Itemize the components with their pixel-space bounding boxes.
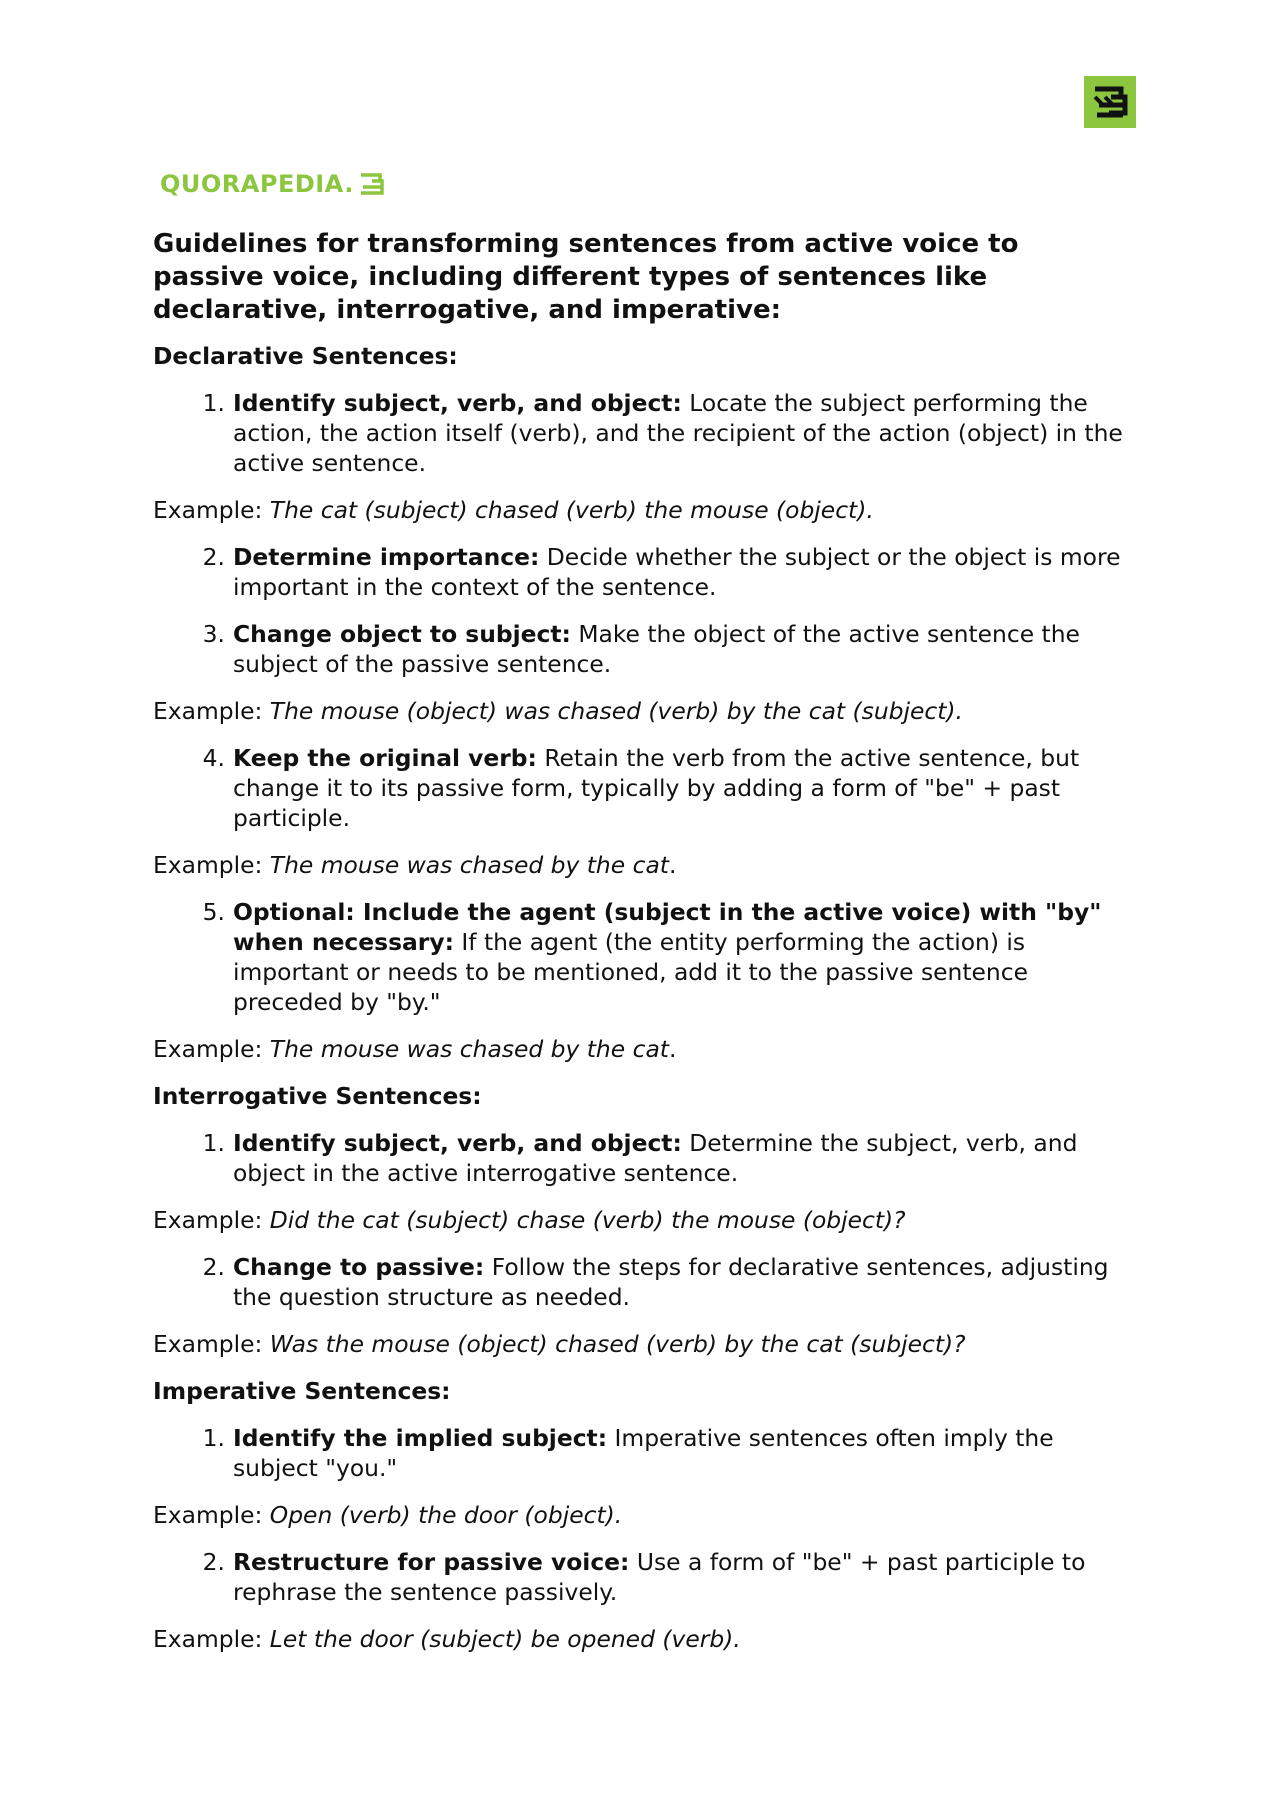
document-body (153, 228, 1138, 1671)
example-text: The mouse was chased by the cat (269, 1035, 669, 1063)
example-tail: . (668, 1035, 677, 1063)
list-item-text: Imperative sentences often imply the subject "you." (233, 1424, 1054, 1482)
list-item-term: Determine importance: (233, 543, 540, 571)
list-item-text: Make the object of the active sentence the subject of the passive sentence. (233, 620, 1080, 678)
list-item (153, 1423, 1138, 1483)
example-label: Example: (153, 1206, 270, 1234)
list-item (153, 1128, 1138, 1188)
example-line (153, 1624, 1138, 1654)
example-text: Was the mouse (object) chased (verb) by the cat (subject)? (269, 1330, 966, 1358)
list-number: 1. (202, 1129, 225, 1157)
list-item-body (233, 619, 1138, 679)
example-label: Example: (153, 496, 270, 524)
sections (153, 341, 1138, 1654)
brand-name: QUORAPEDIA. (160, 170, 354, 198)
example-line (153, 696, 1138, 726)
list-number: 3. (202, 620, 225, 648)
list-item-text: Determine the subject, verb, and object in the active interrogative sentence. (233, 1129, 1078, 1187)
list-number: 1. (202, 1424, 225, 1452)
example-label: Example: (153, 1330, 270, 1358)
list-item (153, 743, 1138, 833)
list-item-term: Change object to subject: (233, 620, 571, 648)
list-item-term: Identify the implied subject: (233, 1424, 608, 1452)
example-text: Did the cat (subject) chase (verb) the mouse (object)? (269, 1206, 906, 1234)
list-item-term: Optional: Include the agent (subject in the active voice) with "by" when necessary: (233, 898, 1102, 956)
list-item-text: If the agent (the entity performing the action) is important or needs to be mentioned, add it to the passive sentence preceded by "by." (233, 928, 1029, 1016)
example-line (153, 1329, 1138, 1359)
list-item (153, 1547, 1138, 1607)
example-text: Let the door (subject) be opened (verb). (269, 1625, 741, 1653)
corner-logo (1084, 76, 1136, 128)
list-number: 2. (202, 1253, 225, 1281)
example-line (153, 1500, 1138, 1530)
list-item-body (233, 1252, 1138, 1312)
example-line (153, 495, 1138, 525)
list-item-term: Identify subject, verb, and object: (233, 389, 682, 417)
example-line (153, 1034, 1138, 1064)
example-line (153, 1205, 1138, 1235)
list-item-body (233, 1423, 1138, 1483)
list-item (153, 542, 1138, 602)
list-item (153, 1252, 1138, 1312)
brand-mark-icon (358, 172, 384, 196)
example-label: Example: (153, 1625, 270, 1653)
section-heading: Interrogative Sentences: (153, 1082, 482, 1110)
list-item-text: Follow the steps for declarative sentences, adjusting the question structure as needed. (233, 1253, 1109, 1311)
list-item-text: Decide whether the subject or the object is more important in the context of the sentence. (233, 543, 1121, 601)
example-text: The cat (subject) chased (verb) the mouse (object). (269, 496, 874, 524)
quorapedia-logo-icon (1091, 83, 1129, 121)
list-item-body (233, 1128, 1138, 1188)
list-item-term: Change to passive: (233, 1253, 485, 1281)
list-item-body (233, 743, 1138, 833)
example-text: Open (verb) the door (object). (269, 1501, 623, 1529)
list-number: 2. (202, 1548, 225, 1576)
list-item-body (233, 388, 1138, 478)
list-item-term: Identify subject, verb, and object: (233, 1129, 682, 1157)
list-number: 1. (202, 389, 225, 417)
list-item (153, 388, 1138, 478)
example-tail: . (668, 851, 677, 879)
list-item-text: Retain the verb from the active sentence, but change it to its passive form, typically by adding a form of "be" + past participle. (233, 744, 1080, 832)
list-item-body (233, 897, 1138, 1017)
section-heading: Imperative Sentences: (153, 1377, 451, 1405)
section-heading: Declarative Sentences: (153, 342, 458, 370)
example-label: Example: (153, 1035, 270, 1063)
list-item-body (233, 542, 1138, 602)
page-title: Guidelines for transforming sentences from active voice to passive voice, including different types of sentences like declarative, interrogative, and imperative: (153, 229, 1019, 325)
example-line (153, 850, 1138, 880)
list-item (153, 897, 1138, 1017)
brand-logo (160, 170, 384, 198)
example-label: Example: (153, 1501, 270, 1529)
example-text: The mouse was chased by the cat (269, 851, 669, 879)
list-item-term: Restructure for passive voice: (233, 1548, 630, 1576)
list-number: 2. (202, 543, 225, 571)
example-label: Example: (153, 697, 270, 725)
list-item-term: Keep the original verb: (233, 744, 537, 772)
list-item-body (233, 1547, 1138, 1607)
list-item (153, 619, 1138, 679)
list-item-text: Locate the subject performing the action, the action itself (verb), and the recipient of the action (object) in the active sentence. (233, 389, 1123, 477)
list-number: 4. (202, 744, 225, 772)
example-label: Example: (153, 851, 270, 879)
list-number: 5. (202, 898, 225, 926)
list-item-text: Use a form of "be" + past participle to rephrase the sentence passively. (233, 1548, 1086, 1606)
example-text: The mouse (object) was chased (verb) by the cat (subject). (269, 697, 963, 725)
